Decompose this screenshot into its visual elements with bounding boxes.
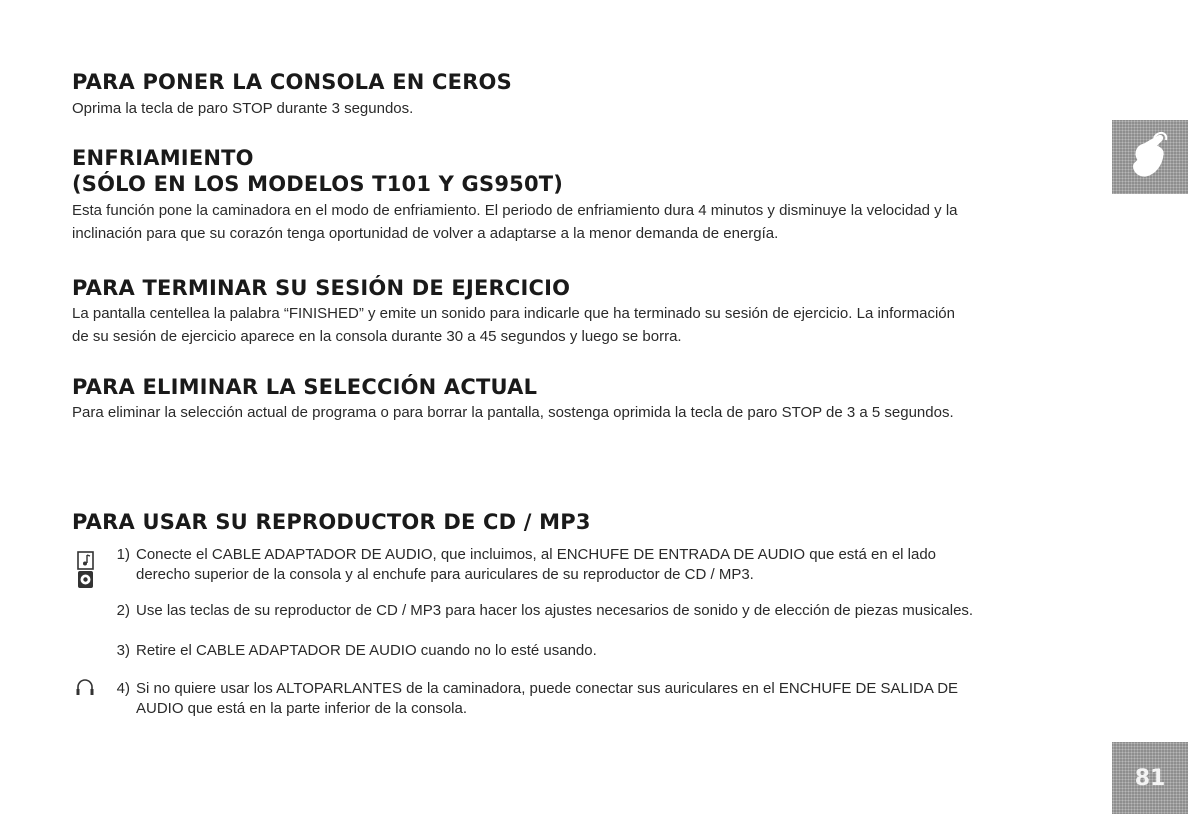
section-clear-selection [72, 375, 1102, 424]
list-item-3 [110, 641, 1100, 661]
list-item-text-line-1: Si no quiere usar los ALTOPARLANTES de la caminadora, puede conectar sus auriculares en el ENCHUFE DE SALIDA DE [136, 680, 959, 697]
hand-pointer-icon [1124, 130, 1176, 189]
list-item-text-line-1: Conecte el CABLE ADAPTADOR DE AUDIO, que incluimos, al ENCHUFE DE ENTRADA DE AUDIO que está en el lado [136, 546, 937, 563]
section-finish-workout [72, 276, 1102, 348]
list-item-text-line-1: Use las teclas de su reproductor de CD / MP3 para hacer los ajustes necesarios de sonido y de elección de piezas musicales. [136, 602, 974, 619]
page-number: 81 [1134, 765, 1166, 791]
section-cd-mp3 [72, 510, 1102, 534]
heading-cooldown-line-2: (SÓLO EN LOS MODELOS T101 Y GS950T) [72, 172, 564, 196]
list-item-number: 3) [116, 642, 130, 659]
list-item-2 [110, 601, 1100, 621]
heading-cd-mp3: PARA USAR SU REPRODUCTOR DE CD / MP3 [72, 510, 591, 534]
list-item-number: 2) [116, 602, 130, 619]
mp3-player-icon [76, 551, 96, 591]
page-number-tab [1112, 742, 1188, 814]
heading-reset-console: PARA PONER LA CONSOLA EN CEROS [72, 70, 512, 94]
body-finish-workout-line-2: de su sesión de ejercicio aparece en la consola durante 30 a 45 segundos y luego se borra. [72, 328, 682, 345]
body-cooldown-line-1: Esta función pone la caminadora en el modo de enfriamiento. El periodo de enfriamiento dura 4 minutos y disminuye la velocidad y la [72, 202, 958, 219]
heading-clear-selection: PARA ELIMINAR LA SELECCIÓN ACTUAL [72, 375, 538, 399]
list-item-number: 4) [116, 680, 130, 697]
list-item-number: 1) [116, 546, 130, 563]
section-cooldown [72, 146, 1102, 245]
list-item-text-line-1: Retire el CABLE ADAPTADOR DE AUDIO cuando no lo esté usando. [136, 642, 597, 659]
list-item-text-line-2: AUDIO que está en la parte inferior de la consola. [136, 700, 468, 717]
body-cooldown-line-2: inclinación para que su corazón tenga oportunidad de volver a adaptarse a la menor demanda de energía. [72, 225, 779, 242]
section-reset-console [72, 70, 1102, 120]
body-finish-workout-line-1: La pantalla centellea la palabra “FINISHED” y emite un sonido para indicarle que ha terminado su sesión de ejercicio. La información [72, 305, 955, 322]
heading-finish-workout: PARA TERMINAR SU SESIÓN DE EJERCICIO [72, 276, 571, 300]
list-item-text-line-2: derecho superior de la consola y al enchufe para auriculares de su reproductor de CD / MP3. [136, 566, 754, 583]
heading-cooldown-line-1: ENFRIAMIENTO [72, 146, 254, 170]
headphones-icon [75, 677, 95, 697]
body-reset-console: Oprima la tecla de paro STOP durante 3 segundos. [72, 100, 414, 117]
list-item-1 [110, 545, 1100, 585]
body-clear-selection: Para eliminar la selección actual de programa o para borrar la pantalla, sostenga oprimida la tecla de paro STOP de 3 a 5 segundos. [72, 404, 954, 421]
list-item-4 [110, 679, 1100, 719]
side-tab [1112, 120, 1188, 194]
